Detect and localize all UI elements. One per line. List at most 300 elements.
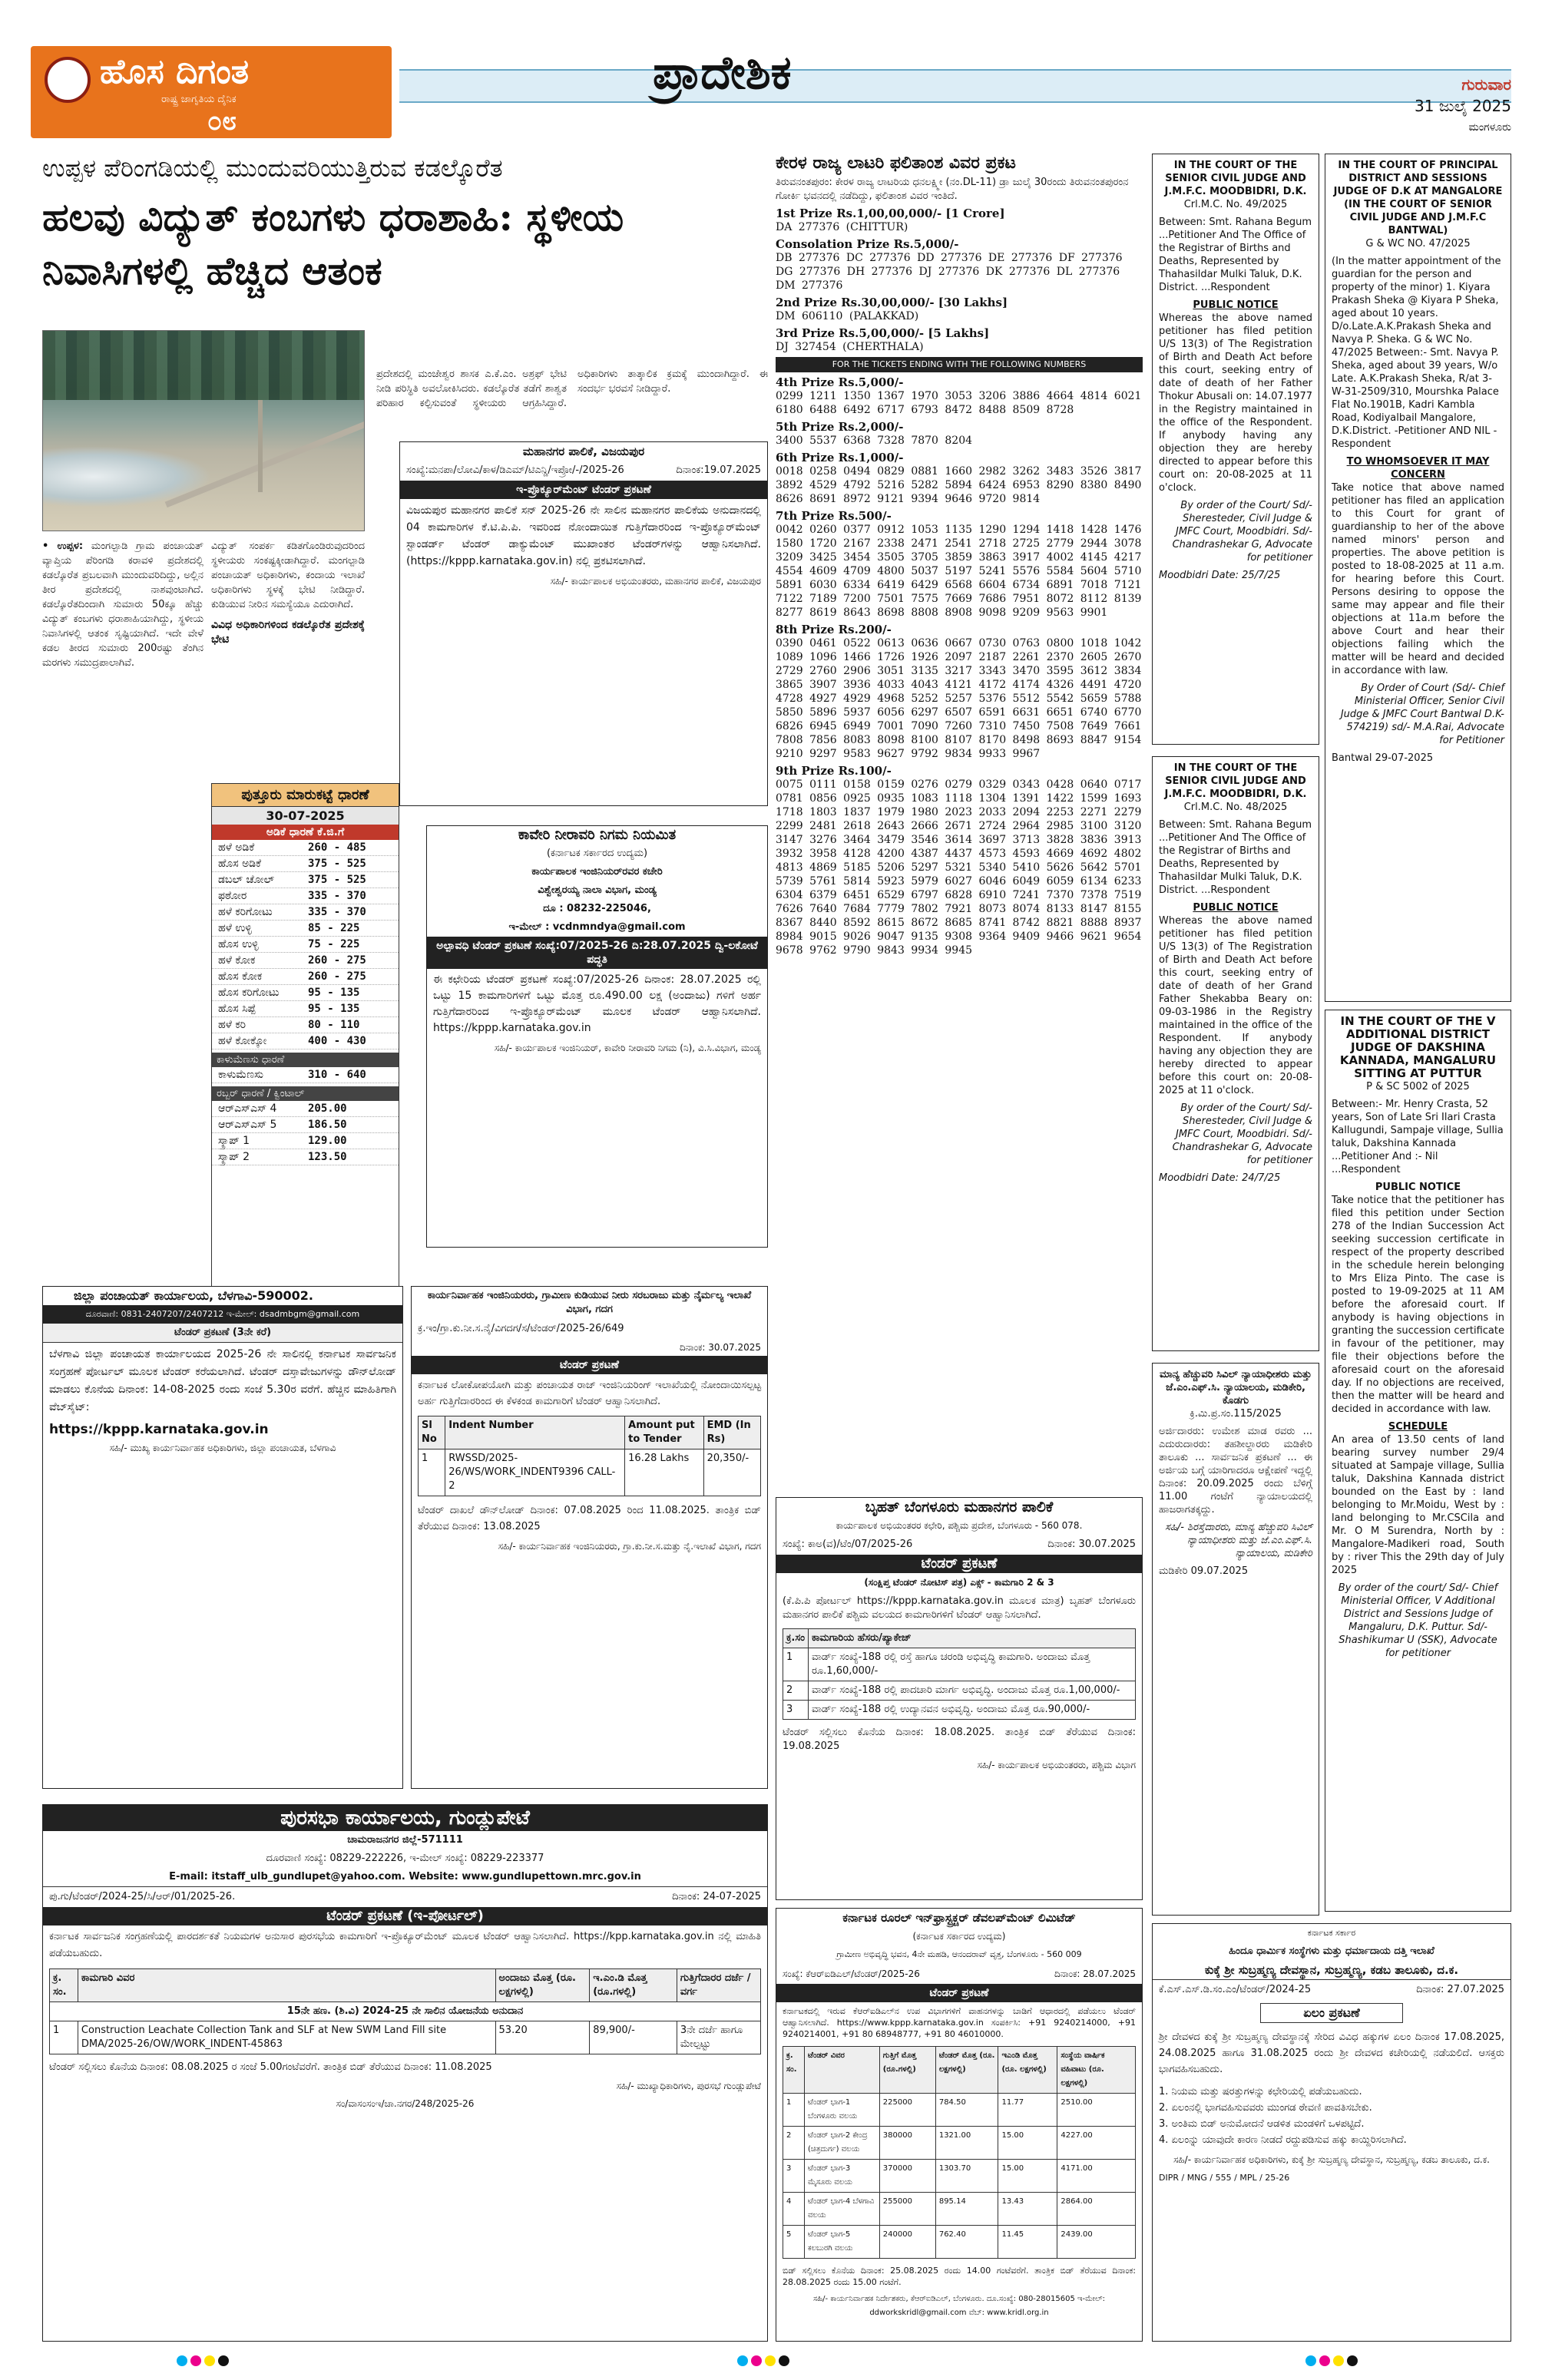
lottery-prize-label: 3rd Prize Rs.5,00,000/- [5 Lakhs] xyxy=(776,326,990,340)
gundlupete-tender-box xyxy=(42,1804,768,2342)
lottery-top-prizes xyxy=(776,207,1143,354)
market-row-value: 375 - 525 xyxy=(308,858,366,870)
dot-yellow xyxy=(204,2355,215,2366)
story-subhead: ವಿವಿಧ ಅಧಿಕಾರಿಗಳಿಂದ ಕಡಲ್ಕೊರೆತ ಪ್ರದೇಶಕ್ಕೆ ಭೇಟಿ xyxy=(211,619,365,646)
table-cell: 1 xyxy=(50,2021,78,2054)
gadag-head: ಕಾರ್ಯನಿರ್ವಾಹಕ ಇಂಜಿನಿಯರರು, ಗ್ರಾಮೀಣ ಕುಡಿಯುವ ನೀರು ಸರಬರಾಜು ಮತ್ತು ನೈರ್ಮಲ್ಯ ಇಲಾಖೆ ವಿಭಾಗ, ಗದಗ xyxy=(427,1290,752,1315)
lottery-prize-label: Consolation Prize Rs.5,000/- xyxy=(776,237,959,251)
cauvery-head3: ಕಾರ್ಯಪಾಲಕ ಇಂಜಿನಿಯರ್‌ರವರ ಕಚೇರಿ xyxy=(531,866,663,878)
table-cell: 3ನೇ ದರ್ಜೆ ಹಾಗೂ ಮೇಲ್ಪಟ್ಟು xyxy=(677,2021,760,2054)
rubber-row-name: ಸ್ಕ್ರಾಪ್ 1 xyxy=(218,1135,250,1147)
belagavi-footer: ಸಹಿ/- ಮುಖ್ಯ ಕಾರ್ಯನಿರ್ವಾಹಕ ಅಧಿಕಾರಿಗಳು, ಜಿಲ್ಲಾ ಪಂಚಾಯತ, ಬೆಳಗಾವಿ xyxy=(109,1443,336,1453)
table-header-cell: EMD (In Rs) xyxy=(703,1416,760,1449)
gundlupete-bar: ಟೆಂಡರ್ ಪ್ರಕಟಣೆ (ಇ-ಪೋರ್ಟಲ್) xyxy=(43,1907,767,1925)
lottery-title: ಕೇರಳ ರಾಜ್ಯ ಲಾಟರಿ ಫಲಿತಾಂಶ ವಿವರ ಪ್ರಕಟ xyxy=(776,154,1016,173)
bbmp-table-wrap xyxy=(776,1625,1142,1723)
kridl-table xyxy=(783,2046,1136,2259)
cauvery-body: ಈ ಕಛೇರಿಯ ಟೆಂಡರ್ ಪ್ರಕಟಣೆ ಸಂಖ್ಯೆ:07/2025-26 ದಿನಾಂಕ: 28.07.2025 ರಲ್ಲಿ ಒಟ್ಟು 15 ಕಾಮಗಾರಿಗಳಿಗೆ ಒಟ್ಟು ಮೊತ್ತ ರೂ.490.00 ಲಕ್ಷ (ಅಂದಾಜು) ಗಳಿಗೆ ಅರ್ಹ ಗುತ್ತಿಗೆದಾರರಿಂದ ಇ-ಪ್ರೊಕ್ಯೂರ್‌ಮೆಂಟ್ ಮೂಲಕ ಟೆಂಡರ್ ಆಹ್ವಾನಿಸಲಾಗಿದೆ. https://kppp.karnataka.gov.in xyxy=(433,973,761,1034)
gadag-tender-box xyxy=(411,1286,768,1789)
court2-place: Moodbidri Date: 24/7/25 xyxy=(1159,1172,1281,1184)
court2-notice: PUBLIC NOTICE xyxy=(1193,902,1279,914)
market-row xyxy=(212,904,399,921)
auction-condition: 1. ನಿಯಮ ಮತ್ತು ಷರತ್ತುಗಳನ್ನು ಕಛೇರಿಯಲ್ಲಿ ಪಡೆಯಬಹುದು. xyxy=(1159,2086,1362,2097)
vijayapura-head: ಮಹಾನಗರ ಪಾಲಿಕೆ, ವಿಜಯಪುರ xyxy=(522,445,645,458)
cauvery-head1: ಕಾವೇರಿ ನೀರಾವರಿ ನಿಗಮ ನಿಯಮಿತ xyxy=(518,827,677,843)
table-cell: 89,900/- xyxy=(590,2021,677,2054)
kridl-addr: ಗ್ರಾಮೀಣ ಅಭಿವೃದ್ಧಿ ಭವನ, 4ನೇ ಮಹಡಿ, ಆನಂದರಾವ್ ವೃತ್ತ, ಬೆಂಗಳೂರು - 560 009 xyxy=(836,1949,1082,1959)
table-cell: 240000 xyxy=(879,2226,935,2259)
lottery-prize-label: 1st Prize Rs.1,00,00,000/- [1 Crore] xyxy=(776,207,1005,220)
vijayapura-body: ವಿಜಯಪುರ ಮಹಾನಗರ ಪಾಲಿಕೆ ಸನ್ 2025-26 ನೇ ಸಾಲಿನ ಮಹಾನಗರ ಪಾಲಿಕೆಯ ಅನುದಾನದಲ್ಲಿ 04 ಕಾಮಗಾರಿಗಳ ಕೆ.ಟಿ.ಪಿ.ಪಿ. ಇವರಿಂದ ನೋಂದಾಯಿತ ಗುತ್ತಿಗೆದಾರರಿಂದ ಇ-ಪ್ರೊಕ್ಯೂರ್‌ಮೆಂಟ್ ಸ್ಟಾಂಡರ್ಡ್ ಟೆಂಡರ್ ಡಾಕ್ಯುಮೆಂಟ್ ಮುಖಾಂತರ ಟೆಂಡರ್‌ಗಳನ್ನು ಆಹ್ವಾನಿಸಲಾಗಿದೆ. (https://kppp.karnataka.gov.in) ನಲ್ಲಿ ಪ್ರಕಟಿಸಲಾಗಿದೆ. xyxy=(406,504,761,567)
court3-body2: Take notice that above named petitioner has filed an application to this Court for grant of guardianship to her of the above named minors' person and properties. The above petition is posted to 18-08-2025 at 11 a.m. for hearing before this Court. Persons desiring to oppose the same may appear and file their objections at 11a.m before the above Court and hear their objections failing which the matter will be heard and decided in accordance with law. xyxy=(1332,482,1504,676)
dot-cyan xyxy=(1305,2355,1316,2366)
rubber-row-value: 186.50 xyxy=(308,1119,347,1131)
belagavi-bar: ಟೆಂಡರ್ ಪ್ರಕಟಣೆ (3ನೇ ಕರೆ) xyxy=(43,1324,402,1343)
dot-black xyxy=(1347,2355,1358,2366)
lottery-prize-numbers: 0075 0111 0158 0159 0276 0279 0329 0343 0428 0640 0717 0781 0856 0925 0935 1083 1118 1304 1391 1422 1599 1693 1718 1803 1837 1979 1980 2023 2033 2094 2253 2271 2279 2299 2481 2618 2643 2666 2671 2724 2964 2985 3100 3120 3147 3276 3464 3479 3546 3614 3697 3713 3828 3836 3913 3932 3958 4128 4200 4387 4437 4573 4593 4669 4692 4802 4813 4869 5185 5206 5297 5321 5340 5410 5626 5642 5701 5739 5761 5814 5923 5979 6027 6046 6049 6059 6134 6233 6304 6379 6451 6529 6797 6828 6910 7241 7370 7378 7519 7626 7640 7684 7779 7802 7921 8073 8074 8133 8147 8155 8367 8440 8592 8615 8672 8685 8741 8742 8821 8888 8937 8984 9015 9026 9047 9135 9308 9364 9409 9466 9621 9654 9678 9762 9790 9843 9934 9945 xyxy=(776,778,1142,957)
cauvery-footer: ಸಹಿ/- ಕಾರ್ಯಪಾಲಕ ಇಂಜಿನಿಯರ್, ಕಾವೇರಿ ನೀರಾವರಿ ನಿಗಮ (ನಿ), ವಿ.ಸಿ.ವಿಭಾಗ, ಮಂಡ್ಯ xyxy=(494,1043,761,1053)
table-header-cell: ಇ.ಎಂ.ಡಿ ಮೊತ್ತ (ರೂ.ಗಳಲ್ಲಿ) xyxy=(590,1969,677,2002)
court4-sig: By order of the court/ Sd/- Chief Ministerial Officer, V Additional District and Sessions Judge of Mangaluru, D.K. Puttur. Sd/- Shashikumar U (SSK), Advocate for petitioner xyxy=(1338,1582,1498,1659)
market-row-value: 335 - 370 xyxy=(308,890,366,902)
headline-kicker: ಉಪ್ಪಳ ಪೆರಿಂಗಡಿಯಲ್ಲಿ ಮುಂದುವರಿಯುತ್ತಿರುವ ಕಡಲ್ಕೊರೆತ xyxy=(42,154,503,183)
table-cell: ಟೆಂಡರ್ ಭಾಗ-5 ಕಲಬುರಗಿ ವಲಯ xyxy=(805,2226,880,2259)
rubber-row-value: 123.50 xyxy=(308,1151,347,1163)
market-row-value: 260 - 485 xyxy=(308,841,366,854)
dot-yellow xyxy=(765,2355,776,2366)
market-row-value: 400 - 430 xyxy=(308,1035,366,1047)
rubber-row-value: 205.00 xyxy=(308,1102,347,1115)
court4-body: Between:- Mr. Henry Crasta, 52 years, Son of Late Sri Ilari Crasta Kallugundi, Sampaje village, Sullia taluk, Dakshina Kannada ...Petitioner And :- Nil ...Respondent xyxy=(1332,1099,1504,1175)
lottery-prize-numbers: DM 606110 (PALAKKAD) xyxy=(776,310,919,322)
market-subtitle: ಅಡಿಕೆ ಧಾರಣೆ ಕೆ.ಜಿ.ಗೆ xyxy=(212,825,399,840)
market-row xyxy=(212,937,399,953)
dot-cyan xyxy=(177,2355,187,2366)
gundlupete-sub: ಚಾಮರಾಜನಗರ ಜಿಲ್ಲೆ-571111 xyxy=(347,1834,463,1846)
kridl-ref: ಸಂಖ್ಯೆ: ಕೆಆರ್‌ಐಡಿಎಲ್/ಟೆಂಡರ್/2025-26 xyxy=(783,1968,920,1979)
vijayapura-tender-box xyxy=(399,441,768,806)
court3-head: IN THE COURT OF PRINCIPAL DISTRICT AND SESSIONS JUDGE OF D.K AT MANGALORE (IN THE COURT OF SENIOR CIVIL JUDGE AND J.M.F.C BANTWAL) xyxy=(1333,160,1503,236)
table-cell: ವಾರ್ಡ್ ಸಂಖ್ಯೆ-188 ರಲ್ಲಿ ರಸ್ತೆ ಹಾಗೂ ಚರಂಡಿ ಅಭಿವೃದ್ಧಿ ಕಾಮಗಾರಿ. ಅಂದಾಜು ಮೊತ್ತ ರೂ.1,60,000/- xyxy=(809,1648,1136,1681)
table-cell: 53.20 xyxy=(495,2021,590,2054)
vijayapura-date: ದಿನಾಂಕ:19.07.2025 xyxy=(676,464,761,476)
photo-trees xyxy=(43,331,364,400)
table-cell: 1 xyxy=(783,1648,809,1681)
belagavi-body: ಬೆಳಗಾವಿ ಜಿಲ್ಲಾ ಪಂಚಾಯತ ಕಾರ್ಯಾಲಯದ 2025-26 ನೇ ಸಾಲಿನಲ್ಲಿ ಕರ್ನಾಟಕ ಸಾರ್ವಜನಿಕ ಸಂಗ್ರಹಣೆ ಪೋರ್ಟಲ್ ಮೂಲಕ ಟೆಂಡರ್ ಕರೆಯಲಾಗಿದೆ. ಟೆಂಡರ್ ದಸ್ತಾವೇಜುಗಳನ್ನು ಡೌನ್‌ಲೋಡ್ ಮಾಡಲು ಕೊನೆಯ ದಿನಾಂಕ: 14-08-2025 ರಂದು ಸಂಜೆ 5.30ರ ವರೆಗೆ. ಹೆಚ್ಚಿನ ಮಾಹಿತಿಗಾಗಿ ವೆಬ್‌ಸೈಟ್: xyxy=(49,1348,396,1413)
print-dots-center xyxy=(737,2355,789,2371)
cauvery-tender-box xyxy=(426,825,768,1248)
rubber-row xyxy=(212,1149,399,1165)
table-cell: ವಾರ್ಡ್ ಸಂಖ್ಯೆ-188 ರಲ್ಲಿ ಉದ್ಯಾನವನ ಅಭಿವೃದ್ಧಿ. ಅಂದಾಜು ಮೊತ್ತ ರೂ.90,000/- xyxy=(809,1701,1136,1720)
gadag-body: ಕರ್ನಾಟಕ ಲೋಕೋಪಯೋಗಿ ಮತ್ತು ಪಂಚಾಯತ ರಾಜ್ ಇಂಜಿನಿಯರಿಂಗ್ ಇಲಾಖೆಯಲ್ಲಿ ನೋಂದಾಯಿಸಲ್ಪಟ್ಟ ಅರ್ಹ ಗುತ್ತಿಗೆದಾರರಿಂದ ಈ ಕೆಳಕಂಡ ಕಾಮಗಾರಿಗೆ ಟೆಂಡರ್ ಆಹ್ವಾನಿಸಲಾಗಿದೆ. xyxy=(418,1380,761,1407)
subrahmanya-refrow xyxy=(1153,1979,1511,2000)
table-row xyxy=(783,2226,1136,2259)
gadag-dates: ಟೆಂಡರ್ ದಾಖಲೆ ಡೌನ್‌ಲೋಡ್ ದಿನಾಂಕ: 07.08.2025 ರಿಂದ 11.08.2025. ತಾಂತ್ರಿಕ ಬಿಡ್ ತೆರೆಯುವ ದಿನಾಂಕ: 13.08.2025 xyxy=(418,1505,761,1532)
dot-magenta xyxy=(751,2355,762,2366)
court5-head: ಮಾನ್ಯ ಹೆಚ್ಚುವರಿ ಸಿವಿಲ್ ನ್ಯಾಯಾಧೀಶರು ಮತ್ತು ಜೆ.ಎಂ.ಎಫ್.ಸಿ. ನ್ಯಾಯಾಲಯ, ಮಡಿಕೇರಿ, ಕೊಡಗು xyxy=(1160,1369,1312,1407)
pepper-name: ಕಾಳುಮೆಣಸು xyxy=(218,1069,263,1081)
masthead xyxy=(31,46,1511,146)
bbmp-footer: ಸಹಿ/- ಕಾರ್ಯಪಾಲಕ ಅಭಿಯಂತರರು, ಪಶ್ಚಿಮ ವಿಭಾಗ xyxy=(977,1760,1136,1770)
gundlupete-footer: ಸಹಿ/- ಮುಖ್ಯಾಧಿಕಾರಿಗಳು, ಪುರಸಭೆ ಗುಂಡ್ಲುಪೇಟೆ xyxy=(616,2081,761,2091)
table-header-cell: ಸಂಸ್ಥೆಯ ವಾರ್ಷಿಕ ವಹಿವಾಟು (ರೂ. ಲಕ್ಷಗಳಲ್ಲಿ) xyxy=(1057,2047,1136,2094)
court1-head: IN THE COURT OF THE SENIOR CIVIL JUDGE AND J.M.F.C. MOODBIDRI, D.K. xyxy=(1164,160,1307,197)
market-row-name: ಹಳೆ ಕೋಕ xyxy=(218,954,256,967)
auction-condition: 3. ಅಂತಿಮ ಬಿಡ್ ಅನುಮೋದನೆ ಆಡಳಿತ ಮಂಡಳಿಗೆ ಒಳಪಟ್ಟಿದೆ. xyxy=(1159,2118,1365,2130)
table-cell: 2439.00 xyxy=(1057,2226,1136,2259)
lottery-prize-numbers: 0390 0461 0522 0613 0636 0667 0730 0763 0800 1018 1042 1089 1096 1466 1726 1926 2097 2187 2261 2370 2605 2670 2729 2760 2906 3051 3135 3217 3343 3470 3595 3612 3834 3865 3907 3936 4033 4043 4121 4172 4174 4326 4491 4720 4728 4927 4929 4968 5252 5257 5376 5512 5542 5659 5788 5850 5896 5937 6056 6297 6507 6591 6631 6651 6740 6770 6826 6945 6949 7001 7090 7260 7310 7450 7508 7649 7661 7808 7856 8083 8098 8100 8107 8170 8498 8693 8847 9154 9210 9297 9583 9627 9792 9834 9933 9967 xyxy=(776,637,1142,760)
market-rows xyxy=(212,840,399,1050)
bbmp-date: ದಿನಾಂಕ: 30.07.2025 xyxy=(1047,1539,1136,1550)
market-row xyxy=(212,840,399,856)
issue-date: 31 ಜುಲೈ 2025 xyxy=(1415,97,1511,115)
gundlupete-ref: ಪು.ಗು/ಟೆಂಡರ್/2024-25/ಸಿ/ಆರ್/01/2025-26. xyxy=(49,1891,236,1902)
lottery-prize-label: 5th Prize Rs.2,000/- xyxy=(776,420,904,434)
subrahmanya-ro: DIPR / MNG / 555 / MPL / 25-26 xyxy=(1159,2173,1290,2183)
table-cell: 2864.00 xyxy=(1057,2193,1136,2226)
court3-case: G & WC NO. 47/2025 xyxy=(1365,238,1471,250)
belagavi-head: ಜಿಲ್ಲಾ ಪಂಚಾಯತ್ ಕಾರ್ಯಾಲಯ, ಬೆಳಗಾವಿ-590002. xyxy=(74,1288,314,1303)
market-row xyxy=(212,872,399,888)
market-row xyxy=(212,1033,399,1050)
table-cell: ವಾರ್ಡ್ ಸಂಖ್ಯೆ-188 ರಲ್ಲಿ ಪಾದಚಾರಿ ಮಾರ್ಗ ಅಭಿವೃದ್ಧಿ. ಅಂದಾಜು ಮೊತ್ತ ರೂ.1,00,000/- xyxy=(809,1681,1136,1701)
table-header-cell: ಕಾಮಗಾರಿ ವಿವರ xyxy=(78,1969,495,2002)
table-header-cell: Sl No xyxy=(419,1416,445,1449)
table-header-cell: Indent Number xyxy=(445,1416,625,1449)
story-column-mid xyxy=(211,539,365,647)
bbmp-body: (ಕೆ.ಪಿ.ಪಿ ಪೋರ್ಟಲ್ https://kppp.karnataka.gov.in ಮೂಲಕ ಮಾತ್ರ) ಬೃಹತ್ ಬೆಂಗಳೂರು ಮಹಾನಗರ ಪಾಲಿಕೆ ಪಶ್ಚಿಮ ವಲಯದ ಕಾಮಗಾರಿಗಳಿಗೆ ಟೆಂಡರ್ ಆಹ್ವಾನಿಸಲಾಗಿದೆ. xyxy=(783,1595,1136,1621)
rubber-section: ರಬ್ಬರ್ ಧಾರಣೆ / ಕ್ವಿಂಟಾಲ್ xyxy=(212,1086,399,1101)
court5-sig: ಸಹಿ/- ಶಿರಸ್ತೆದಾರರು, ಮಾನ್ಯ ಹೆಚ್ಚುವರಿ ಸಿವಿಲ್ ನ್ಯಾಯಾಧೀಶರು ಮತ್ತು ಜೆ.ಎಂ.ಎಫ್.ಸಿ. ನ್ಯಾಯಾಲಯ, ಮಡಿಕೇರಿ xyxy=(1165,1522,1312,1559)
lottery-intro: ತಿರುವನಂತಪುರಂ: ಕೇರಳ ರಾಜ್ಯ ಲಾಟರಿಯ ಧನಲಕ್ಷ್ಮೀ (ನಂ.DL-11) ಡ್ರಾ ಜುಲೈ 30ರಂದು ತಿರುವನಂತಪುರಂನ ಗೋರ್ಕಿ ಭವನದಲ್ಲಿ ನಡೆದಿದ್ದು, ಫಲಿತಾಂಶ ವಿವರ ಇಂತಿದೆ. xyxy=(776,177,1129,202)
date-block xyxy=(1415,74,1511,138)
lottery-prize-numbers: 0299 1211 1350 1367 1970 3053 3206 3886 4664 4814 6021 6180 6488 6492 6717 6793 8472 8488 8509 8728 xyxy=(776,390,1142,416)
market-row-name: ಫಠೋರ xyxy=(218,890,247,902)
market-row-value: 75 - 225 xyxy=(308,938,360,950)
gundlupete-table-head xyxy=(50,1969,761,2002)
dot-cyan xyxy=(737,2355,748,2366)
table-header-cell: ಗುತ್ತಿಗೆ ಮೊತ್ತ (ರೂ.ಗಳಲ್ಲಿ) xyxy=(879,2047,935,2094)
table-cell: 784.50 xyxy=(935,2094,998,2127)
story-mid-text: ವಿದ್ಯುತ್ ಸಂಪರ್ಕ ಕಡಿತಗೊಂಡಿರುವುದರಿಂದ ಸ್ಥಳೀಯರು ಸಂಕಷ್ಟಕ್ಕೀಡಾಗಿದ್ದಾರೆ. ಮಂಗಲ್ಪಾಡಿ ಪಂಚಾಯತ್ ಅಧಿಕಾರಿಗಳು, ಕಂದಾಯ ಇಲಾಖೆ ಅಧಿಕಾರಿಗಳು ಸ್ಥಳಕ್ಕೆ ಭೇಟಿ ನೀಡಿದ್ದಾರೆ. ಕುಡಿಯುವ ನೀರಿನ ಸಮಸ್ಯೆಯೂ ಎದುರಾಗಿದೆ. xyxy=(211,540,365,610)
gundlupete-date: ದಿನಾಂಕ: 24-07-2025 xyxy=(672,1891,761,1902)
table-header-cell: ಅಂದಾಜು ಮೊತ್ತ (ರೂ. ಲಕ್ಷಗಳಲ್ಲಿ) xyxy=(495,1969,590,2002)
section-title: ಪ್ರಾದೇಶಿಕ xyxy=(653,46,792,100)
story-dateline: • ಉಪ್ಪಳ: xyxy=(42,540,84,552)
kridl-head: ಕರ್ನಾಟಕ ರೂರಲ್ ಇನ್‌ಫ್ರಾಸ್ಟ್ರಕ್ಚರ್ ಡೆವಲಪ್‌ಮೆಂಟ್ ಲಿಮಿಟೆಡ್ xyxy=(842,1911,1076,1925)
court5-case: ಕ್ರಿ.ಮಿ.ಪ್ರ.ಸಂ.115/2025 xyxy=(1190,1408,1282,1420)
court1-parties: Between: Smt. Rahana Begum ...Petitioner And The Office of the Registrar of Births and Deaths, Represented by Thahasildar Mulki Taluk, D.K. District. ...Respondent xyxy=(1159,217,1312,293)
table-cell: 3 xyxy=(783,1701,809,1720)
market-row-name: ಹೊಸ ಅಡಿಕೆ xyxy=(218,858,261,870)
kridl-body: ಕರ್ನಾಟಕದಲ್ಲಿ ಇರುವ ಕೆಆರ್‌ಐಡಿಎಲ್‌ನ ಉಪ ವಿಭಾಗಗಳಿಗೆ ವಾಹನಗಳನ್ನು ಬಾಡಿಗೆ ಆಧಾರದಲ್ಲಿ ಪಡೆಯಲು ಟೆಂಡರ್ ಆಹ್ವಾನಿಸಲಾಗಿದೆ. https://www.kppp.karnataka.gov.in ಸಂಪರ್ಕಿಸಿ: +91 9240214000, +91 9240214001, +91 80 68948777, +91 80 46010000. xyxy=(783,2006,1136,2039)
pepper-row xyxy=(212,1067,399,1083)
market-row-name: ಹೊಸ ಉಳ್ಳಿ xyxy=(218,938,259,950)
gundlupete-email: E-mail: itstaff_ulb_gundlupet@yahoo.com. Website: www.gundlupettown.mrc.gov.in xyxy=(169,1871,641,1883)
gundlupete-table-band-row xyxy=(50,2002,761,2021)
emblem-icon xyxy=(45,57,91,103)
court3-notice: TO WHOMSOEVER IT MAY CONCERN xyxy=(1346,456,1490,481)
bbmp-dates: ಟೆಂಡರ್ ಸಲ್ಲಿಸಲು ಕೊನೆಯ ದಿನಾಂಕ: 18.08.2025. ತಾಂತ್ರಿಕ ಬಿಡ್ ತೆರೆಯುವ ದಿನಾಂಕ: 19.08.2025 xyxy=(783,1727,1136,1752)
lottery-prize-label: 6th Prize Rs.1,000/- xyxy=(776,451,904,464)
subrahmanya-head2: ಕುಕ್ಕೆ ಶ್ರೀ ಸುಬ್ರಹ್ಮಣ್ಯ ದೇವಸ್ಥಾನ, ಸುಬ್ರಹ್ಮಣ್ಯ, ಕಡಬ ತಾಲೂಕು, ದ.ಕ. xyxy=(1204,1963,1459,1977)
issue-place: ಮಂಗಳೂರು xyxy=(1468,121,1511,134)
market-row-value: 95 - 135 xyxy=(308,1003,360,1015)
court3-sig: By Order of Court (Sd/- Chief Ministerial Officer, Senior Civil Judge & JMFC Court Bantwal D.K-574219) sd/- M.A.Rai, Advocate for Petitioner xyxy=(1340,683,1504,746)
kridl-footer: ಸಹಿ/- ಕಾರ್ಯನಿರ್ವಾಹಕ ನಿರ್ದೇಶಕರು, ಕೆಆರ್‌ಐಡಿಎಲ್, ಬೆಂಗಳೂರು. ದೂ.ಸಂಖ್ಯೆ: 080-28015605 ಇ-ಮೇಲ್: ddworkskridl@gmail.com ವೆಬ್: www.kridl.org.in xyxy=(813,2295,1105,2317)
court2-sig: By order of the Court/ Sd/- Sheresteder, Civil Judge & JMFC Court, Moodbidri. Sd/- Chandrashekar G, Advocate for petitioner xyxy=(1172,1102,1312,1166)
print-dots-left xyxy=(177,2355,229,2371)
table-row xyxy=(783,2094,1136,2127)
kridl-table-wrap xyxy=(776,2043,1142,2262)
dot-magenta xyxy=(1319,2355,1330,2366)
lottery-series-prizes xyxy=(776,375,1143,957)
table-cell: 4 xyxy=(783,2193,805,2226)
lottery-prize-numbers: DA 277376 (CHITTUR) xyxy=(776,221,908,233)
gundlupete-table-body xyxy=(50,2021,761,2054)
market-row-value: 80 - 110 xyxy=(308,1019,360,1031)
table-header-cell: ಟೆಂಡರ್ ಮೊತ್ತ (ರೂ. ಲಕ್ಷಗಳಲ್ಲಿ) xyxy=(935,2047,998,2094)
court4-body2: Take notice that the petitioner has filed this petition under Section 278 of the Indian Succession Act seeking succession certificate in respect of the property described in the schedule herein belonging to Mrs Eliza Pinto. The case is posted to 19-09-2025 at 11 AM before the aforesaid court. If anybody is having objections in granting the succession certificate in favour of the petitioner, may file their objections before the aforesaid court on the aforesaid day. If no objections are received, then the matter will be heard and decided in accordance with law. xyxy=(1332,1195,1504,1415)
dot-yellow xyxy=(1333,2355,1344,2366)
print-dots-right xyxy=(1305,2355,1358,2371)
subrahmanya-body: ಶ್ರೀ ದೇವಳದ ಕುಕ್ಕೆ ಶ್ರೀ ಸುಬ್ರಹ್ಮಣ್ಯ ದೇವಸ್ಥಾನಕ್ಕೆ ಸೇರಿದ ವಿವಿಧ ಹಕ್ಕುಗಳ ಏಲಂ ದಿನಾಂಕ 17.08.2025, 24.08.2025 ಹಾಗೂ 31.08.2025 ರಂದು ಶ್ರೀ ದೇವಳದ ಕಚೇರಿಯಲ್ಲಿ ನಡೆಯಲಿದೆ. ಆಸಕ್ತರು ಭಾಗವಹಿಸಬಹುದು. xyxy=(1159,2031,1504,2075)
vijayapura-bar: ಇ-ಪ್ರೊಕ್ಯೂರ್‌ಮೆಂಟ್ ಟೆಂಡರ್ ಪ್ರಕಟಣೆ xyxy=(400,481,767,499)
gundlupete-dates: ಟೆಂಡರ್ ಸಲ್ಲಿಸಲು ಕೊನೆಯ ದಿನಾಂಕ: 08.08.2025 ರ ಸಂಜೆ 5.00ಗಂಟೆವರೆಗೆ. ತಾಂತ್ರಿಕ ಬಿಡ್ ತೆರೆಯುವ ದಿನಾಂಕ: 11.08.2025 xyxy=(49,2061,492,2073)
table-row xyxy=(783,2127,1136,2160)
table-header-cell: ಕಾಮಗಾರಿಯ ಹೆಸರು/ಪ್ಯಾಕೇಜ್ xyxy=(809,1629,1136,1648)
gundlupete-table-band: 15ನೇ ಹಣ. (ಶಿ.ವಿ) 2024-25 ನೇ ಸಾಲಿನ ಯೋಜನೆಯ ಅನುದಾನ xyxy=(50,2002,761,2021)
table-cell: 11.45 xyxy=(998,2226,1057,2259)
bbmp-table-head xyxy=(783,1629,1136,1648)
gundlupete-table xyxy=(49,1968,761,2054)
gundlupete-head: ಪುರಸಭಾ ಕಾರ್ಯಾಲಯ, ಗುಂಡ್ಲುಪೇಟೆ xyxy=(43,1805,767,1831)
market-row xyxy=(212,953,399,969)
story-column-left xyxy=(42,539,204,670)
table-row xyxy=(50,2021,761,2054)
court-notice-1 xyxy=(1152,154,1319,745)
belagavi-tender-box xyxy=(42,1286,403,1789)
belagavi-url[interactable]: https://kppp.karnataka.gov.in xyxy=(49,1422,269,1437)
table-header-cell: ಗುತ್ತಿಗೆದಾರರ ದರ್ಜೆ / ವರ್ಗ xyxy=(677,1969,760,2002)
vijayapura-footer: ಸಹಿ/- ಕಾರ್ಯಪಾಲಕ ಅಭಿಯಂತರರು, ಮಹಾನಗರ ಪಾಲಿಕೆ, ವಿಜಯಪುರ xyxy=(550,576,761,587)
market-row-name: ಹೊಸ ಕೋಕ xyxy=(218,970,263,983)
lottery-prize-numbers: 0018 0258 0494 0829 0881 1660 2982 3262 3483 3526 3817 3892 4529 4792 5216 5282 5894 6424 6953 8290 8380 8490 8626 8691 8972 9121 9394 9646 9720 9814 xyxy=(776,465,1142,505)
lottery-prize-numbers: 0042 0260 0377 0912 1053 1135 1290 1294 1418 1428 1476 1580 1720 2167 2338 2471 2541 2718 2725 2779 2944 3078 3209 3425 3454 3505 3705 3859 3863 3917 4002 4145 4217 4554 4609 4709 4800 5037 5197 5241 5576 5584 5604 5710 5891 6030 6334 6419 6429 6568 6604 6734 6891 7018 7121 7122 7189 7200 7501 7575 7669 7686 7951 8072 8112 8139 8277 8619 8643 8698 8808 8908 9098 9209 9563 9901 xyxy=(776,524,1142,619)
lottery-prize-label: 8th Prize Rs.200/- xyxy=(776,623,892,636)
court4-notice: PUBLIC NOTICE xyxy=(1375,1182,1461,1193)
bbmp-tender-box xyxy=(776,1497,1143,1900)
market-row xyxy=(212,888,399,904)
gadag-table-head xyxy=(419,1416,761,1449)
gundlupete-body: ಕರ್ನಾಟಕ ಸಾರ್ವಜನಿಕ ಸಂಗ್ರಹಣೆಯಲ್ಲಿ ಪಾರದರ್ಶಕತೆ ನಿಯಮಗಳ ಅನುಸಾರ ಪುರಸಭೆಯ ಕಾಮಗಾರಿಗೆ ಇ-ಪ್ರೊಕ್ಯೂರ್‌ಮೆಂಟ್ ಮೂಲಕ ಟೆಂಡರ್ ಆಹ್ವಾನಿಸಲಾಗಿದೆ. https://kpp.karnataka.gov.in ನಲ್ಲಿ ಮಾಹಿತಿ ಪಡೆಯಬಹುದು. xyxy=(49,1931,761,1959)
table-header-cell: ಕ್ರ.ಸಂ xyxy=(783,1629,809,1648)
court1-body: Whereas the above named petitioner has filed petition U/S 13(3) of The Registration of Birth and Death Act before this court, seeking entry of date of death of her Father Thokur Abusali on: 14.07.1977 in the Registry maintained in the office of the Respondent. If anybody having any objection they are hereby directed to appear before this court on: 20-08-2025 at 11 o'clock. xyxy=(1159,312,1312,494)
dot-black xyxy=(218,2355,229,2366)
market-row xyxy=(212,1017,399,1033)
paper-tagline: ರಾಷ್ಟ್ರ ಜಾಗೃತಿಯ ದೈನಿಕ xyxy=(161,94,237,105)
gadag-ref: ಕ್ರ.ಇಂ/ಗ್ರಾ.ಕು.ನೀ.ಸ.ನೈ/ವಿಗದಗ/ಸ/ಟೆಂಡರ್/2025-26/649 xyxy=(418,1323,624,1334)
story-left-text: ಮಂಗಲ್ಪಾಡಿ ಗ್ರಾಮ ಪಂಚಾಯತ್ ವ್ಯಾಪ್ತಿಯ ಪೆರಿಂಗಡಿ ಕರಾವಳಿ ಪ್ರದೇಶದಲ್ಲಿ ಕಡಲ್ಕೊರೆತ ಪ್ರಬಲವಾಗಿ ಮುಂದುವರಿದಿದ್ದು, ಅಲ್ಲಿನ ತೀರ ಪ್ರದೇಶದಲ್ಲಿ ನಾಶವುಂಟಾಗಿದೆ. ಕಡಲ್ಕೊರೆತದಿಂದಾಗಿ ಸುಮಾರು 50ಕ್ಕೂ ಹೆಚ್ಚು ವಿದ್ಯುತ್ ಕಂಬಗಳು ಧರಾಶಾಹಿಯಾಗಿದ್ದು, ಸ್ಥಳೀಯ ನಿವಾಸಿಗಳಲ್ಲಿ ಆತಂಕ ಸೃಷ್ಟಿಯಾಗಿದೆ. ಇದೇ ವೇಳೆ ಕಡಲ ತೀರದ ಸುಮಾರು 200ರಷ್ಟು ತೆಂಗಿನ ಮರಗಳು ಸಮುದ್ರಪಾಲಾಗಿವೆ. xyxy=(42,540,204,669)
court5-place: ಮಡಿಕೇರಿ 09.07.2025 xyxy=(1159,1565,1249,1577)
cauvery-phone: ದೂ : 08232-225046, xyxy=(543,903,651,914)
market-date: 30-07-2025 xyxy=(212,807,399,825)
gadag-date: ದಿನಾಂಕ: 30.07.2025 xyxy=(680,1342,761,1353)
bbmp-table-body xyxy=(783,1648,1136,1720)
market-row-name: ಹೊಸ ಸಿಪ್ಪೆ xyxy=(218,1003,256,1015)
auction-condition: 4. ಏಲಂನ್ನು ಯಾವುದೇ ಕಾರಣ ನೀಡದೆ ರದ್ದುಪಡಿಸುವ ಹಕ್ಕು ಕಾಯ್ದಿರಿಸಲಾಗಿದೆ. xyxy=(1159,2134,1407,2146)
table-cell: 1303.70 xyxy=(935,2160,998,2193)
table-cell: 4227.00 xyxy=(1057,2127,1136,2160)
market-row-name: ಹಳೆ ಅಡಿಕೆ xyxy=(218,841,255,854)
table-cell: 20,350/- xyxy=(703,1449,760,1496)
subrahmanya-conditions xyxy=(1153,2081,1511,2151)
rubber-row xyxy=(212,1101,399,1117)
bbmp-refrow xyxy=(776,1535,1142,1555)
court4-head: IN THE COURT OF THE V ADDITIONAL DISTRICT JUDGE OF DAKSHINA KANNADA, MANGALURU SITTING AT PUTTUR xyxy=(1339,1014,1497,1080)
table-cell: ಟೆಂಡರ್ ಭಾಗ-4 ಬೆಳಗಾವಿ ವಲಯ xyxy=(805,2193,880,2226)
cauvery-head4: ವಿಶ್ವೇಶ್ವರಯ್ಯ ನಾಲಾ ವಿಭಾಗ, ಮಂಡ್ಯ xyxy=(538,884,657,896)
market-row-name: ಹಳೆ ಕರಿಗೋಟು xyxy=(218,906,273,918)
gadag-table xyxy=(418,1416,761,1496)
kridl-table-body xyxy=(783,2094,1136,2259)
vijayapura-ref xyxy=(400,461,767,481)
bbmp-head: ಬೃಹತ್ ಬೆಂಗಳೂರು ಮಹಾನಗರ ಪಾಲಿಕೆ xyxy=(865,1499,1054,1516)
auction-condition: 2. ಏಲಂನಲ್ಲಿ ಭಾಗವಹಿಸುವವರು ಮುಂಗಡ ಠೇವಣಿ ಪಾವತಿಸಬೇಕು. xyxy=(1159,2102,1372,2114)
table-cell: 5 xyxy=(783,2226,805,2259)
rubber-row-value: 129.00 xyxy=(308,1135,347,1147)
gadag-bar: ಟೆಂಡರ್ ಪ್ರಕಟಣೆ xyxy=(412,1356,767,1374)
lottery-prize-label: 2nd Prize Rs.30,00,000/- [30 Lakhs] xyxy=(776,296,1008,309)
rubber-row xyxy=(212,1133,399,1149)
subrahmanya-head1: ಹಿಂದೂ ಧಾರ್ಮಿಕ ಸಂಸ್ಥೆಗಳು ಮತ್ತು ಧರ್ಮಾದಾಯ ದತ್ತಿ ಇಲಾಖೆ xyxy=(1229,1945,1434,1957)
market-row-name: ಹೊಸ ಕರಿಗೋಟು xyxy=(218,987,280,999)
court-notice-2 xyxy=(1152,756,1319,1351)
table-cell: RWSSD/2025-26/WS/WORK_INDENT9396 CALL-2 xyxy=(445,1449,625,1496)
table-header-cell: ಕ್ರ. ಸಂ. xyxy=(50,1969,78,2002)
lottery-prize-numbers: 3400 5537 6368 7328 7870 8204 xyxy=(776,435,973,447)
table-cell: 15.00 xyxy=(998,2160,1057,2193)
gundlupete-table-wrap xyxy=(43,1965,767,2058)
cauvery-head2: (ಕರ್ನಾಟಕ ಸರ್ಕಾರದ ಉದ್ಯಮ) xyxy=(546,848,648,859)
court1-notice: PUBLIC NOTICE xyxy=(1193,299,1279,311)
kridl-sub: (ಕರ್ನಾಟಕ ಸರ್ಕಾರದ ಉದ್ಯಮ) xyxy=(912,1931,1006,1942)
rubber-rows xyxy=(212,1101,399,1165)
subrahmanya-auction-box xyxy=(1152,1923,1511,2342)
bbmp-bar: ಟೆಂಡರ್ ಪ್ರಕಟಣೆ xyxy=(776,1555,1142,1573)
story-column-right xyxy=(376,367,768,411)
court4-body3: An area of 13.50 cents of land bearing survey number 29/4 situated at Sampaje village, Sullia taluk, Dakshina Kannada district bounded on the East by : land belonging to Mr.Moidu, West by : land belonging to Mr.CSCila and Mr. O M Surendra, North by : Mangalore-Madikeri road, South by : river This the 29th day of July 2025 xyxy=(1332,1434,1504,1576)
market-row xyxy=(212,921,399,937)
table-cell: 1 xyxy=(783,2094,805,2127)
market-row-name: ಡಬಲ್ ಚೋಲ್ xyxy=(218,874,275,886)
court2-head: IN THE COURT OF THE SENIOR CIVIL JUDGE AND J.M.F.C. MOODBIDRI, D.K. xyxy=(1164,762,1307,800)
court3-body: (In the matter appointment of the guardian for the person and property of the minor) 1. Kiyara Prakash Sheka @ Kiyara P Sheka, aged about 10 years. D/o.Late.A.K.Prakash Sheka and Navya P. Sheka. G & WC No. 47/2025 Between:- Smt. Navya P. Sheka, aged about 39 years, W/o Late. A.K.Prakash Sheka, R/at 3-W-31-2509/310, Mourshka Palace Flat No.1901B, Kadri Kambla Road, Kodiyalbail Mangalore, D.K.District. -Petitioner AND NIL -Respondent xyxy=(1332,256,1501,450)
table-cell: ಟೆಂಡರ್ ಭಾಗ-1 ಬೆಂಗಳೂರು ವಲಯ xyxy=(805,2094,880,2127)
table-cell: 2 xyxy=(783,2127,805,2160)
vijayapura-ref-no: ಸಂಖ್ಯೆ:ಮನಪಾ/ಲೋವಿ/ಕಾಳ/ಡಿಎಮ್/ಟಿಎನ್ಡಿ/ಇಪ್ರೋ/-/2025-26 xyxy=(406,464,624,476)
table-cell: 895.14 xyxy=(935,2193,998,2226)
subrahmanya-bar: ಏಲಂ ಪ್ರಕಟಣೆ xyxy=(1260,2003,1403,2023)
table-cell: 1 xyxy=(419,1449,445,1496)
market-rates-box xyxy=(211,783,399,1297)
market-row-value: 375 - 525 xyxy=(308,874,366,886)
table-cell: 3 xyxy=(783,2160,805,2193)
table-header-cell: ಕ್ರ. ಸಂ. xyxy=(783,2047,805,2094)
rubber-row-name: ಸ್ಕ್ರಾಪ್ 2 xyxy=(218,1151,250,1163)
market-row-value: 95 - 135 xyxy=(308,987,360,999)
market-row-name: ಹಳೆ ಉಳ್ಳಿ xyxy=(218,922,252,934)
kridl-tender-box xyxy=(776,1908,1143,2342)
market-title: ಪುತ್ತೂರು ಮಾರುಕಟ್ಟೆ ಧಾರಣೆ xyxy=(212,784,399,807)
table-cell: 762.40 xyxy=(935,2226,998,2259)
table-row xyxy=(419,1449,761,1496)
table-cell: 2510.00 xyxy=(1057,2094,1136,2127)
kridl-table-head xyxy=(783,2047,1136,2094)
dot-magenta xyxy=(190,2355,201,2366)
subrahmanya-govt: ಕರ್ನಾಟಕ ಸರ್ಕಾರ xyxy=(1307,1928,1356,1938)
dot-black xyxy=(779,2355,789,2366)
table-cell: ಟೆಂಡರ್ ಭಾಗ-2 ಕೇಂದ್ರ (ಚಿತ್ರದುರ್ಗ) ವಲಯ xyxy=(805,2127,880,2160)
court2-case: Crl.M.C. No. 48/2025 xyxy=(1183,802,1288,813)
kridl-refrow xyxy=(776,1964,1142,1984)
court1-case: Crl.M.C. No. 49/2025 xyxy=(1183,199,1288,210)
market-row-name: ಹಳೆ ಕೋಕ್ಕೋ xyxy=(218,1035,267,1047)
lottery-prize-numbers: DJ 327454 (CHERTHALA) xyxy=(776,341,924,353)
cauvery-bar: ಅಲ್ಪಾವಧಿ ಟೆಂಡರ್ ಪ್ರಕಟಣೆ ಸಂಖ್ಯೆ:07/2025-26 ದಿ:28.07.2025 ದ್ವಿ-ಲಕೋಟೆ ಪದ್ಧತಿ xyxy=(427,937,767,969)
table-cell: 255000 xyxy=(879,2193,935,2226)
gadag-footer: ಸಹಿ/- ಕಾರ್ಯನಿರ್ವಾಹಕ ಇಂಜಿನಿಯರರು, ಗ್ರಾ.ಕು.ನೀ.ಸ.ಮತ್ತು ನೈ.ಇಲಾಖೆ ವಿಭಾಗ, ಗದಗ xyxy=(498,1541,761,1552)
table-cell: Construction Leachate Collection Tank and SLF at New SWM Land Fill site DMA/2025-26/OW/WORK_INDENT-45863 xyxy=(78,2021,495,2054)
cauvery-email: ಇ-ಮೇಲ್ : vcdnmndya@gmail.com xyxy=(508,921,686,933)
market-row-value: 335 - 370 xyxy=(308,906,366,918)
gadag-table-body xyxy=(419,1449,761,1496)
court1-sig: By order of the Court/ Sd/- Sheresteder, Civil Judge & JMFC Court, Moodbidri. Sd/- Chandrashekar G, Advocate for petitioner xyxy=(1172,500,1312,564)
market-row xyxy=(212,1001,399,1017)
bbmp-bar2: (ಸಂಕ್ಷಿಪ್ತ ಟೆಂಡರ್ ನೋಟಿಸ್ ಪತ್ರ) ಎಕ್ಸ್ - ಕಾಮಗಾರಿ 2 & 3 xyxy=(864,1577,1054,1588)
kridl-date: ದಿನಾಂಕ: 28.07.2025 xyxy=(1054,1968,1136,1979)
subrahmanya-date: ದಿನಾಂಕ: 27.07.2025 xyxy=(1416,1984,1504,1995)
lottery-prize-label: 4th Prize Rs.5,000/- xyxy=(776,375,904,389)
paper-name: ಹೊಸ ದಿಗಂತ xyxy=(100,52,250,91)
rubber-row xyxy=(212,1117,399,1133)
subrahmanya-ref: ಕೆ.ಎಸ್.ಎಸ್.ಡಿ.ಸಂ.ಎಂ/ಟೆಂಡರ್/2024-25 xyxy=(1159,1984,1312,1995)
lottery-results xyxy=(776,154,1143,1493)
court4-case: P & SC 5002 of 2025 xyxy=(1366,1081,1470,1092)
table-header-cell: ಟೆಂಡರ್ ವಿವರ xyxy=(805,2047,880,2094)
market-row xyxy=(212,856,399,872)
belagavi-contact: ದೂರವಾಣಿ: 0831-2407207/2407212 ಇ-ಮೇಲ್: dsadmbgm@gmail.com xyxy=(43,1305,402,1324)
lottery-prize-label: 9th Prize Rs.100/- xyxy=(776,764,892,778)
lottery-prize-label: 7th Prize Rs.500/- xyxy=(776,509,892,523)
bbmp-ref: ಸಂಖ್ಯೆ: ಕಾಅ(ವ)/ಟೆಂ/07/2025-26 xyxy=(783,1539,913,1550)
table-cell: 16.28 Lakhs xyxy=(625,1449,703,1496)
market-row-value: 260 - 275 xyxy=(308,970,366,983)
photo-pole xyxy=(258,400,263,492)
story-right-text: ಪ್ರದೇಶದಲ್ಲಿ ಮಂಜೇಶ್ವರ ಶಾಸಕ ಎ.ಕೆ.ಎಂ. ಅಶ್ರಫ್ ಭೇಟಿ ನೀಡಿ ಪರಿಸ್ಥಿತಿ ಅವಲೋಕಿಸಿದರು. ಕಡಲ್ಕೊರೆತ ತಡೆಗೆ ಶಾಶ್ವತ ಪರಿಹಾರ ಕಲ್ಪಿಸುವಂತೆ ಸ್ಥಳೀಯರು ಆಗ್ರಹಿಸಿದ್ದಾರೆ. ಅಧಿಕಾರಿಗಳು ತಾತ್ಕಾಲಿಕ ಕ್ರಮಕ್ಕೆ ಮುಂದಾಗಿದ್ದಾರೆ. ಈ ಸಂದರ್ಭ ಭರವಸೆ ನೀಡಿದ್ದಾರೆ. xyxy=(376,369,768,409)
pepper-section: ಕಾಳುಮೆಣಸು ಧಾರಣೆ xyxy=(212,1053,399,1067)
court1-place: Moodbidri Date: 25/7/25 xyxy=(1159,570,1281,581)
pepper-value: 310 - 640 xyxy=(308,1069,366,1081)
court-notice-5 xyxy=(1152,1363,1319,1916)
table-cell: ಟೆಂಡರ್ ಭಾಗ-3 ಮೈಸೂರು ವಲಯ xyxy=(805,2160,880,2193)
court4-schedule: SCHEDULE xyxy=(1388,1421,1448,1433)
newspaper-logo xyxy=(31,46,392,138)
table-header-cell: Amount put to Tender xyxy=(625,1416,703,1449)
table-cell: 1321.00 xyxy=(935,2127,998,2160)
court2-body: Whereas the above named petitioner has filed petition U/S 13(3) of The Registration of Birth and Death Act before this court, seeking entry of date of death of her Grand Father Shekabba Beary on: 09-03-1986 in the Registry maintained in the office of the Respondent. If anybody having any objection they are hereby directed to appear before this court on: 20-08-2025 at 11 o'clock. xyxy=(1159,915,1312,1096)
table-row xyxy=(783,1648,1136,1681)
